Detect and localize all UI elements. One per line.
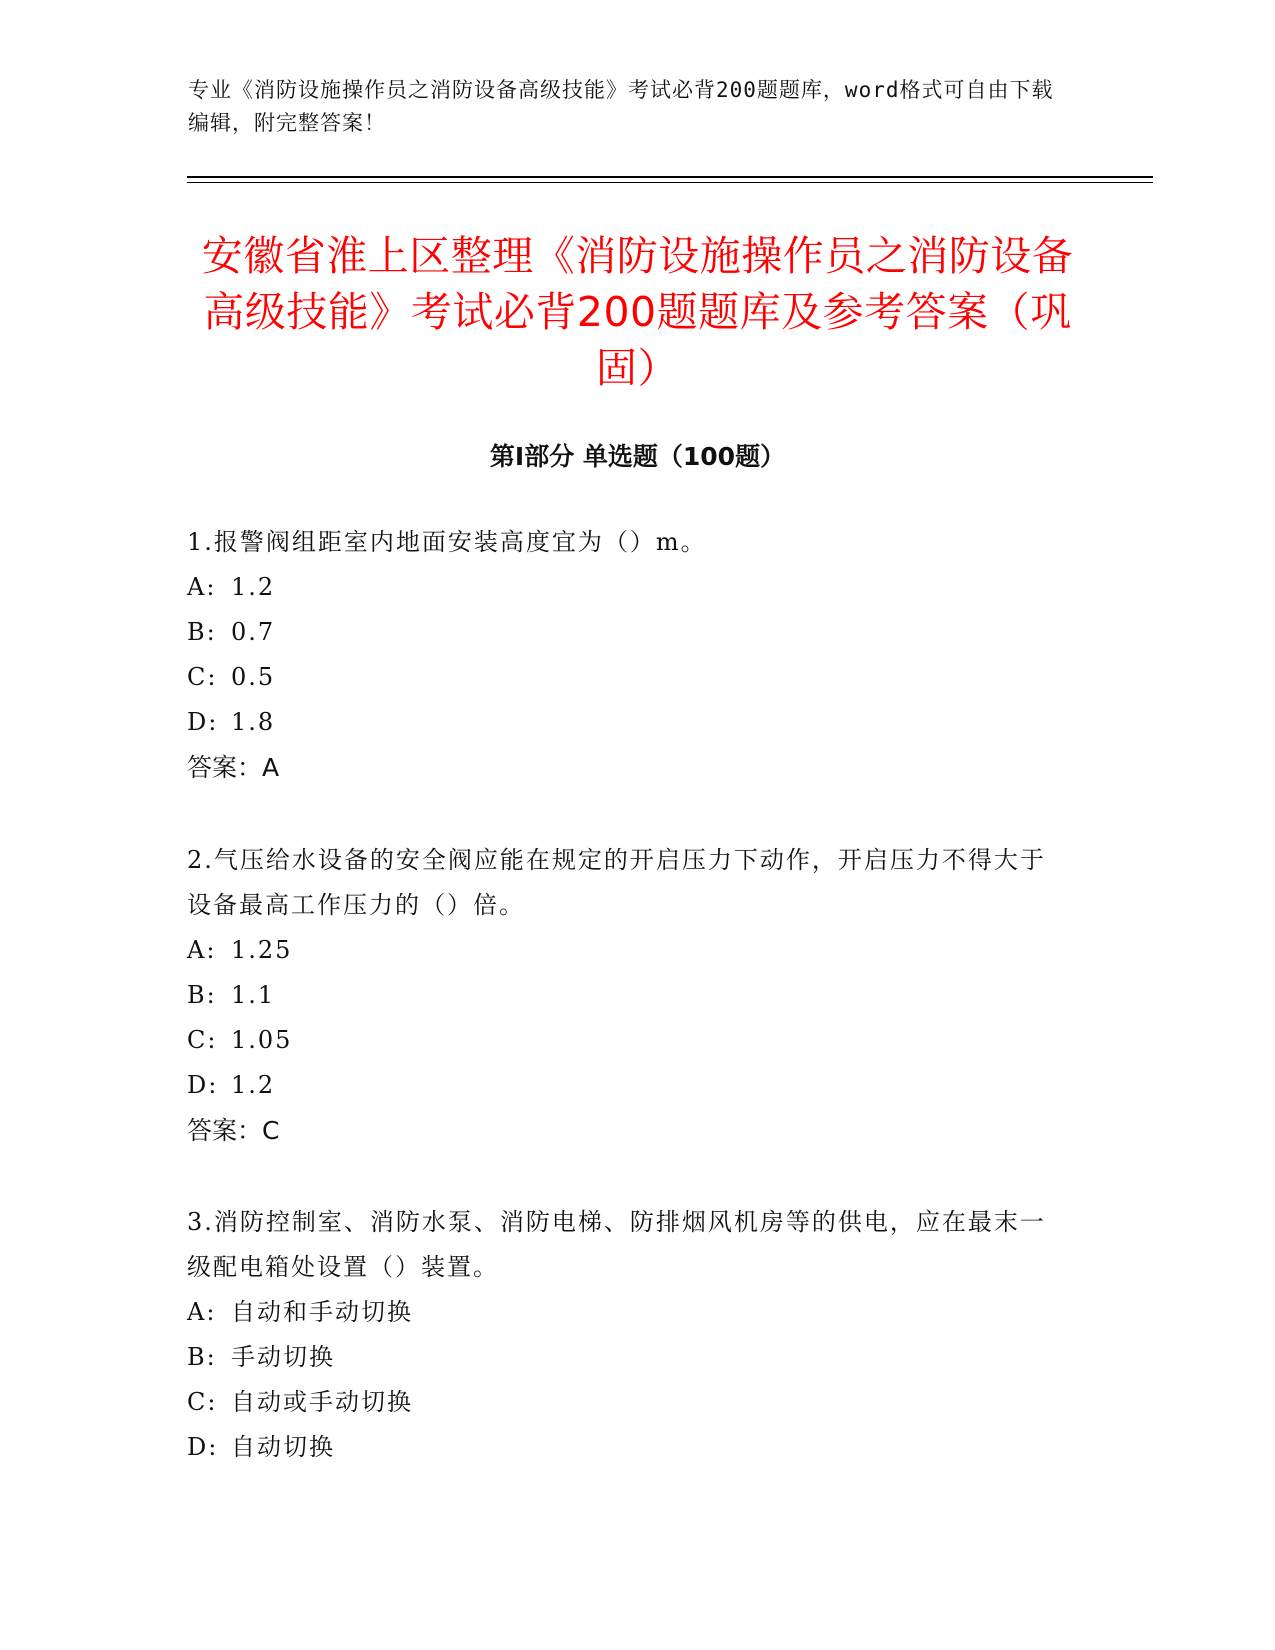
question-3 — [187, 1200, 1067, 1470]
option-b — [187, 973, 1067, 1018]
question-stem: 1.报警阀组距室内地面安装高度宜为（）m。 — [187, 528, 707, 556]
document-title: 安徽省淮上区整理《消防设施操作员之消防设备高级技能》考试必背200题题库及参考答案（巩固） — [201, 232, 1074, 392]
option-b — [187, 1335, 1067, 1380]
option-text: 1.8 — [231, 708, 276, 736]
option-text: 0.5 — [231, 663, 276, 691]
option-letter: C: — [187, 1388, 218, 1416]
option-text: 自动切换 — [231, 1433, 335, 1461]
option-text: 1.1 — [231, 981, 276, 1009]
header-rule-thin — [187, 182, 1153, 183]
option-letter: B: — [187, 618, 217, 646]
option-c — [187, 1018, 1067, 1063]
option-a — [187, 565, 1067, 610]
option-d — [187, 700, 1067, 745]
option-letter: D: — [187, 708, 219, 736]
option-text: 手动切换 — [231, 1343, 335, 1371]
option-letter: C: — [187, 663, 218, 691]
section-heading: 第I部分 单选题（100题） — [489, 442, 786, 471]
option-d — [187, 1063, 1067, 1108]
answer-line: 答案：C — [187, 1116, 280, 1145]
option-letter: D: — [187, 1433, 219, 1461]
question-1 — [187, 520, 1067, 790]
option-text: 0.7 — [231, 618, 276, 646]
option-letter: C: — [187, 1026, 218, 1054]
answer-line: 答案：A — [187, 753, 280, 782]
option-c — [187, 655, 1067, 700]
option-text: 自动或手动切换 — [231, 1388, 413, 1416]
option-text: 1.25 — [231, 936, 293, 964]
option-letter: A: — [187, 1298, 217, 1326]
option-letter: B: — [187, 981, 217, 1009]
option-a — [187, 928, 1067, 973]
question-2 — [187, 838, 1067, 1153]
option-letter: A: — [187, 573, 217, 601]
option-text: 自动和手动切换 — [231, 1298, 413, 1326]
option-text: 1.2 — [231, 573, 276, 601]
option-letter: D: — [187, 1071, 219, 1099]
question-stem: 3.消防控制室、消防水泵、消防电梯、防排烟风机房等的供电，应在最末一级配电箱处设置（）装置。 — [187, 1208, 1046, 1281]
question-stem: 2.气压给水设备的安全阀应能在规定的开启压力下动作，开启压力不得大于设备最高工作压力的（）倍。 — [187, 846, 1046, 919]
header-rule-thick — [187, 176, 1153, 178]
option-letter: A: — [187, 936, 217, 964]
option-d — [187, 1425, 1067, 1470]
option-letter: B: — [187, 1343, 217, 1371]
option-b — [187, 610, 1067, 655]
option-c — [187, 1380, 1067, 1425]
option-text: 1.2 — [231, 1071, 276, 1099]
header-note: 专业《消防设施操作员之消防设备高级技能》考试必背200题题库，word格式可自由下载编辑，附完整答案！ — [188, 78, 1054, 135]
option-text: 1.05 — [231, 1026, 293, 1054]
option-a — [187, 1290, 1067, 1335]
